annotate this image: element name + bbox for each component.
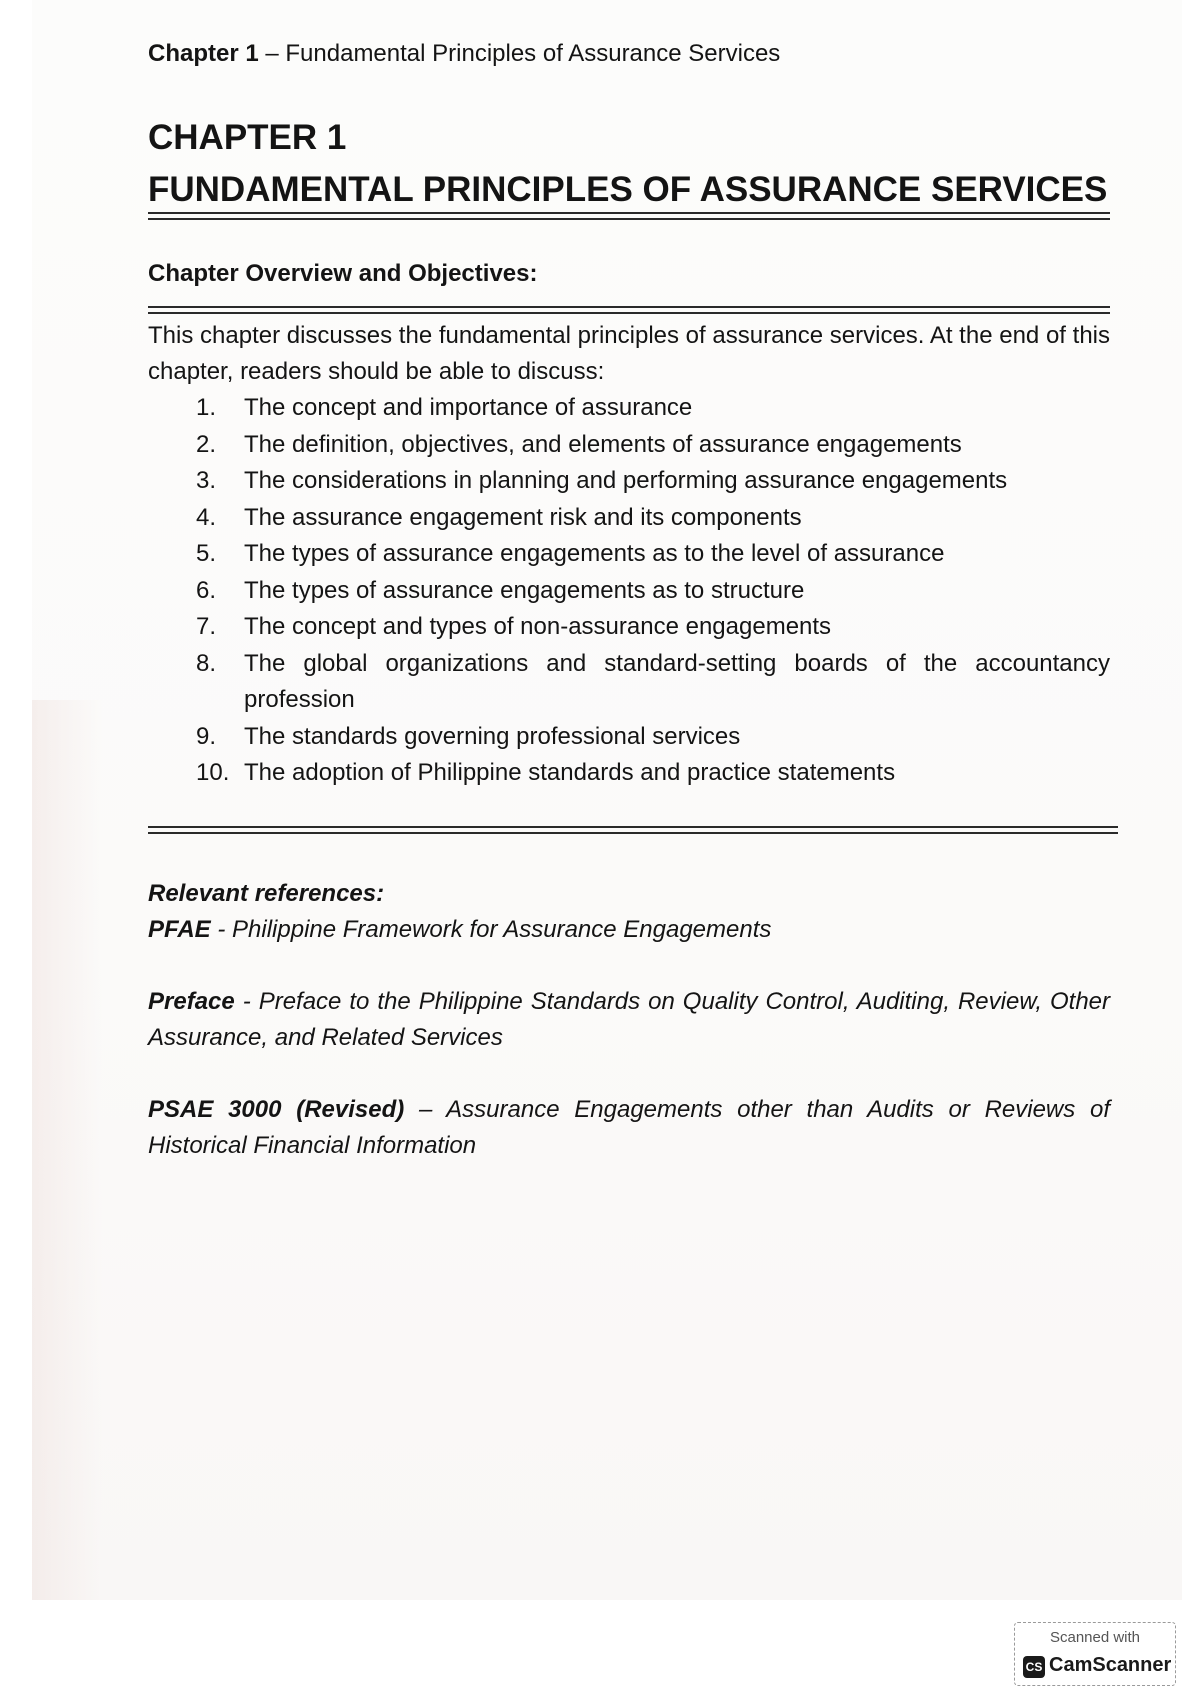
running-header-chapter: Chapter 1 [148, 40, 259, 67]
scanned-page [32, 0, 1182, 1600]
chapter-title [148, 112, 1107, 216]
list-number: 10. [196, 759, 230, 786]
list-text: The concept and types of non-assurance engagements [244, 613, 832, 640]
list-item [196, 719, 1110, 756]
list-text: The concept and importance of assurance [244, 394, 693, 421]
list-text: The adoption of Philippine standards and practice statements [244, 759, 896, 786]
spacer [148, 948, 1110, 984]
reference-separator: – [404, 1096, 447, 1123]
chapter-number: CHAPTER 1 [148, 118, 347, 157]
reference-item [148, 984, 1110, 1056]
list-number: 3. [196, 467, 217, 494]
list-text: The types of assurance engagements as to structure [244, 576, 805, 604]
list-number: 7. [196, 613, 217, 640]
list-item [196, 755, 1110, 792]
list-number: 9. [196, 722, 217, 750]
chapter-name: FUNDAMENTAL PRINCIPLES OF ASSURANCE SERVICES [148, 170, 1108, 209]
list-item [196, 427, 1110, 464]
list-number: 5. [196, 540, 217, 567]
list-number: 6. [196, 576, 217, 604]
reference-item [148, 912, 1110, 948]
list-text: The definition, objectives, and elements of assurance engagements [244, 430, 962, 458]
list-item [196, 390, 1110, 427]
list-item [196, 646, 1110, 719]
reference-description: Preface to the Philippine Standards on Quality Control, Auditing, Review, Other Assurance, and Related Services [148, 988, 1111, 1051]
list-item [196, 463, 1110, 500]
list-text: The standards governing professional services [244, 722, 741, 750]
reference-code: Preface [148, 988, 235, 1015]
reference-item [148, 1092, 1110, 1164]
references-section [148, 876, 1110, 1164]
list-text: The assurance engagement risk and its components [244, 503, 802, 531]
running-header-separator: – [258, 40, 286, 67]
page-shadow [32, 700, 102, 1600]
objectives-list [196, 390, 1110, 792]
reference-code: PSAE 3000 (Revised) [148, 1096, 405, 1123]
watermark-caption: Scanned with [1049, 1629, 1141, 1646]
list-text: The types of assurance engagements as to the level of assurance [244, 540, 945, 567]
reference-separator: - [210, 916, 233, 943]
camscanner-watermark [1014, 1622, 1176, 1686]
list-item [196, 573, 1110, 610]
list-item [196, 609, 1110, 646]
spacer [148, 1056, 1110, 1092]
overview-divider [148, 306, 1110, 314]
list-number: 2. [196, 430, 217, 458]
list-text: The global organizations and standard-setting boards of the accountancy profession [244, 649, 1110, 713]
reference-description: Philippine Framework for Assurance Engagements [232, 916, 772, 943]
camscanner-logo-icon: CS [1023, 1656, 1045, 1678]
running-header [148, 40, 780, 68]
objectives-divider [148, 826, 1118, 834]
references-heading: Relevant references: [148, 880, 385, 907]
overview-heading: Chapter Overview and Objectives: [148, 260, 538, 287]
list-item [196, 536, 1110, 573]
list-number: 8. [196, 649, 217, 677]
reference-description: Assurance Engagements other than Audits or Reviews of Historical Financial Information [148, 1096, 1110, 1159]
reference-code: PFAE [148, 916, 211, 943]
list-number: 4. [196, 503, 217, 531]
watermark-brand: CamScanner [1049, 1654, 1172, 1676]
list-item [196, 500, 1110, 537]
list-text: The considerations in planning and performing assurance engagements [244, 467, 1008, 494]
overview-intro: This chapter discusses the fundamental principles of assurance services. At the end of this chapter, readers should be able to discuss: [148, 322, 1110, 385]
reference-separator: - [234, 988, 259, 1015]
running-header-title: Fundamental Principles of Assurance Services [285, 40, 781, 67]
title-divider [148, 212, 1110, 220]
list-number: 1. [196, 394, 217, 421]
